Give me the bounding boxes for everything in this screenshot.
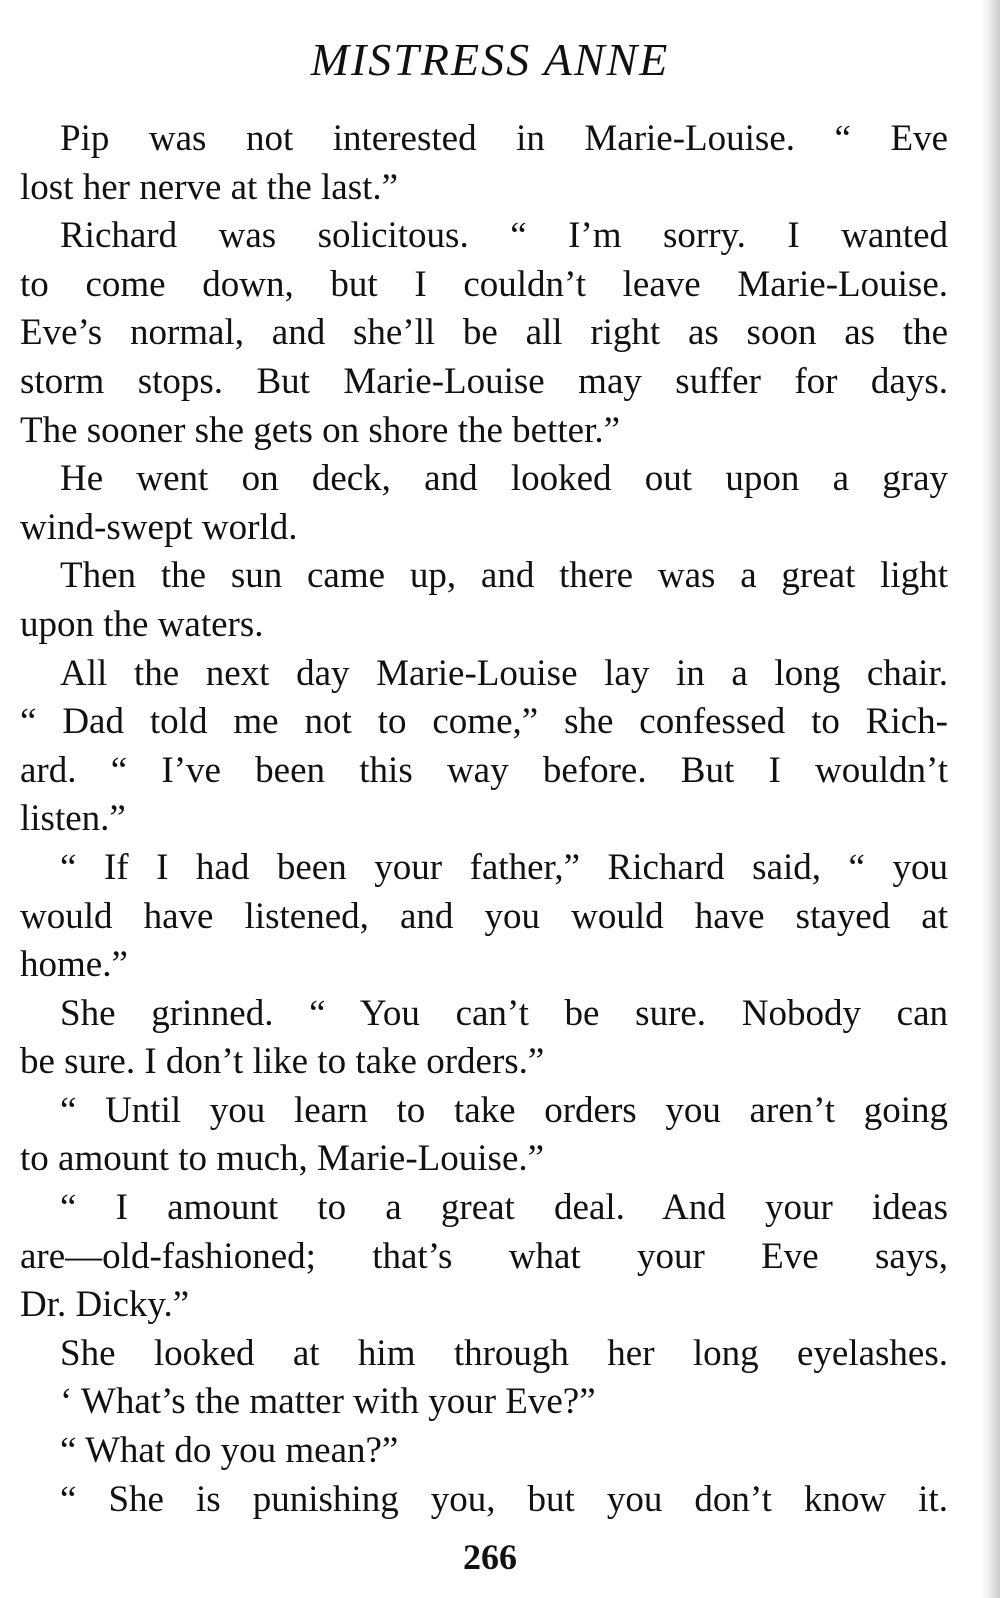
text-line: Eve’s normal, and she’ll be all right as soon as the [20, 312, 948, 354]
text-line: listen.” [20, 798, 126, 840]
text-line: wind-swept world. [20, 506, 298, 548]
text-line: to come down, but I couldn’t leave Marie-Louise. [20, 263, 948, 305]
text-line: Dr. Dicky.” [20, 1284, 190, 1326]
text-line: Pip was not interested in Marie-Louise. “ Eve [60, 118, 948, 159]
text-line: ard. “ I’ve been this way before. But I wouldn’t [20, 749, 948, 791]
page-number: 266 [463, 1537, 517, 1577]
text-line: Then the sun came up, and there was a great light [60, 555, 948, 597]
text-line: Richard was solicitous. “ I’m sorry. I wanted [60, 215, 948, 257]
text-line: home.” [20, 944, 128, 986]
text-line: storm stops. But Marie-Louise may suffer for days. [20, 360, 948, 402]
text-line: The sooner she gets on shore the better.” [20, 409, 621, 451]
text-line: are—old-fashioned; that’s what your Eve says, [20, 1235, 948, 1277]
text-line: She grinned. “ You can’t be sure. Nobody can [60, 992, 948, 1034]
text-line: “ Dad told me not to come,” she confessed to Rich- [20, 701, 948, 743]
text-line: “ She is punishing you, but you don’t know it. [60, 1478, 948, 1520]
text-line: lost her nerve at the last.” [20, 166, 399, 208]
text-line: “ Until you learn to take orders you aren’t going [60, 1089, 948, 1131]
text-line: to amount to much, Marie-Louise.” [20, 1138, 545, 1180]
text-line: be sure. I don’t like to take orders.” [20, 1041, 545, 1083]
text-line: She looked at him through her long eyelashes. [60, 1332, 948, 1374]
text-line: “ I amount to a great deal. And your ideas [60, 1187, 948, 1229]
text-line: would have listened, and you would have stayed at [20, 895, 948, 937]
text-line: upon the waters. [20, 603, 264, 645]
text-line: “ What do you mean?” [60, 1430, 399, 1472]
text-line: He went on deck, and looked out upon a gray [60, 458, 948, 500]
body-text [20, 115, 948, 1524]
text-line: All the next day Marie-Louise lay in a long chair. [60, 652, 948, 694]
text-line: “ If I had been your father,” Richard said, “ you [60, 846, 948, 888]
text-line: ‘ What’s the matter with your Eve?” [60, 1381, 596, 1423]
running-head: MISTRESS ANNE [310, 34, 670, 85]
page-binding-shadow [982, 0, 1000, 1598]
